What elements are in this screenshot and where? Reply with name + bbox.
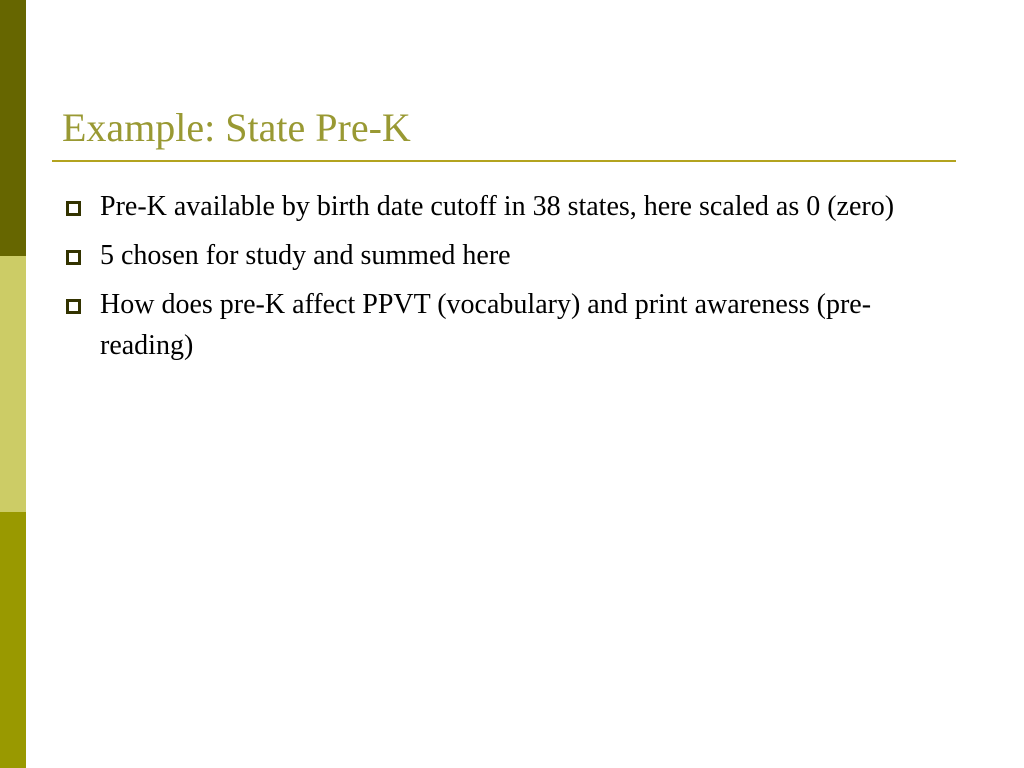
bullet-text: How does pre-K affect PPVT (vocabulary) and print awareness (pre-reading) <box>100 289 872 361</box>
bullet-item <box>62 235 952 276</box>
bullet-text: 5 chosen for study and summed here <box>100 240 511 271</box>
side-accent-bar <box>0 0 26 768</box>
side-bar-bottom-segment <box>0 512 26 768</box>
bullet-list <box>62 186 952 374</box>
side-bar-middle-segment <box>0 256 26 512</box>
bullet-text: Pre-K available by birth date cutoff in 38 states, here scaled as 0 (zero) <box>100 191 895 222</box>
hollow-square-bullet-icon <box>66 299 81 314</box>
bullet-item <box>62 284 952 366</box>
bullet-item <box>62 186 952 227</box>
hollow-square-bullet-icon <box>66 250 81 265</box>
hollow-square-bullet-icon <box>66 201 81 216</box>
side-bar-top-segment <box>0 0 26 256</box>
title-underline-rule <box>52 160 956 162</box>
slide-title: Example: State Pre-K <box>62 105 411 150</box>
